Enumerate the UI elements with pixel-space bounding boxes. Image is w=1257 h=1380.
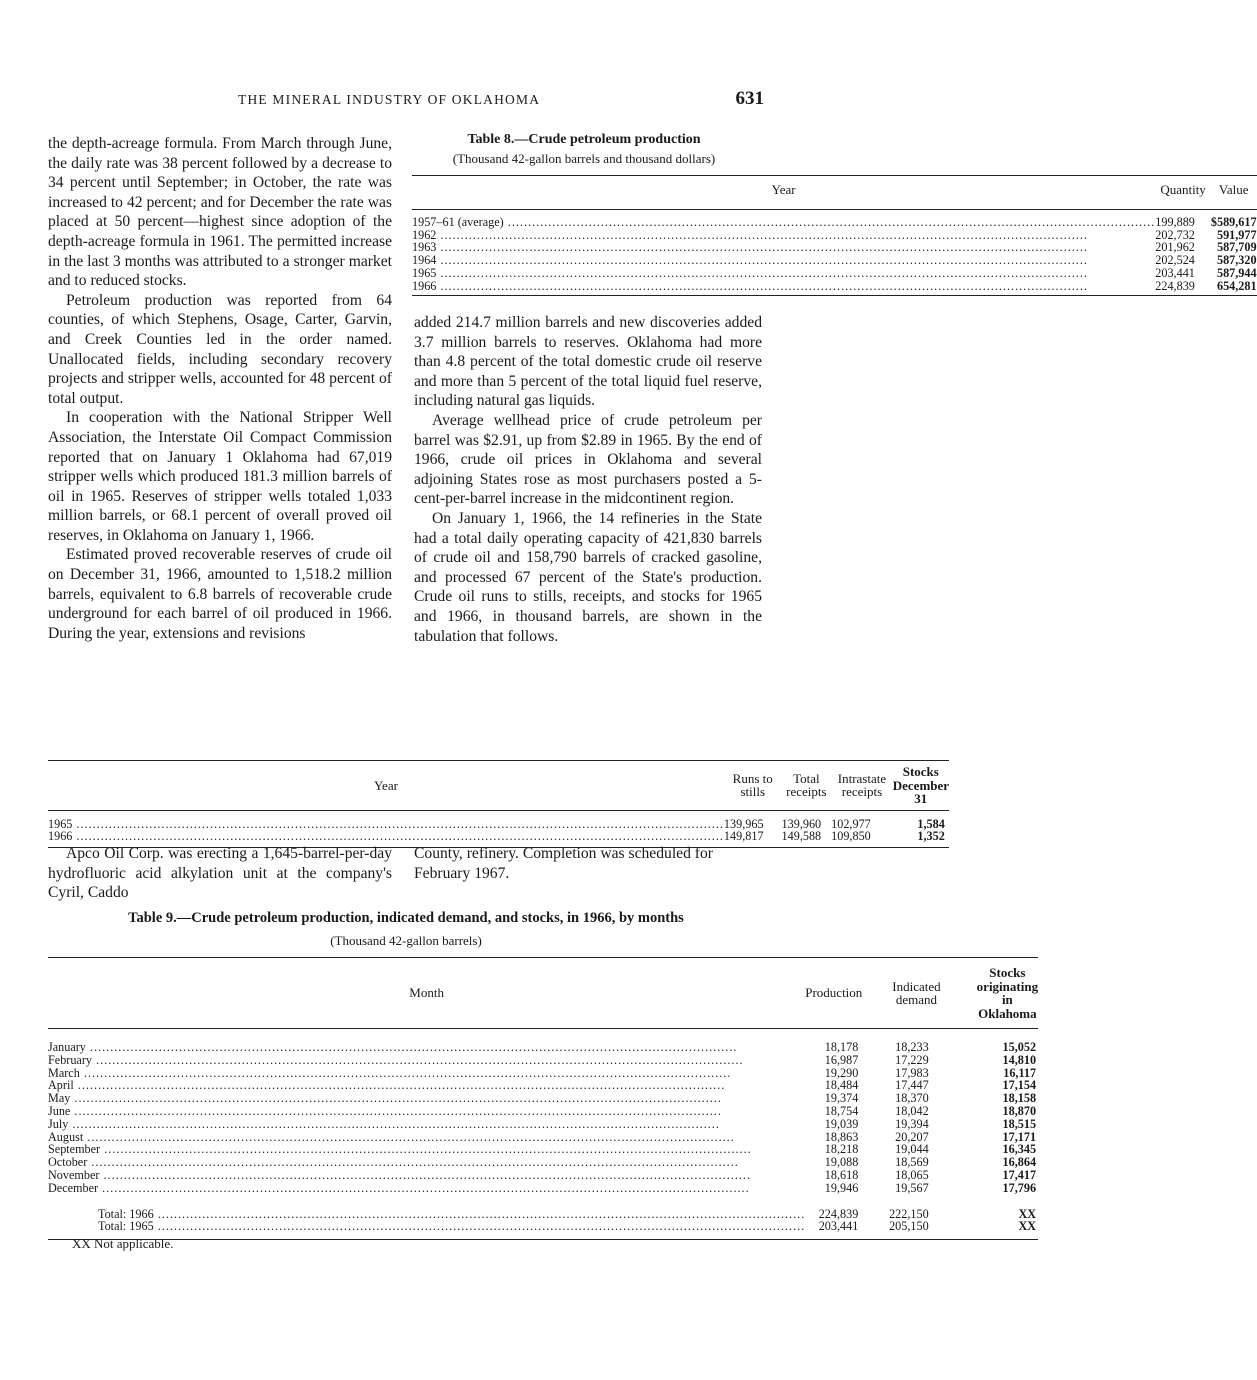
demand-cell: 18,569 xyxy=(895,1155,929,1170)
month-cell: June ..... xyxy=(48,1105,805,1118)
column-header: Value xyxy=(1211,176,1257,210)
runs-table xyxy=(48,760,950,848)
stocks-cell: 16,345 xyxy=(1002,1142,1037,1157)
table-row xyxy=(48,1029,1038,1054)
quantity-cell: 202,524 xyxy=(1155,253,1195,268)
month-cell: July ..... xyxy=(48,1118,805,1131)
month-cell: February ..... xyxy=(48,1054,805,1067)
quantity-cell: 224,839 xyxy=(1155,278,1195,293)
month-cell: May ..... xyxy=(48,1092,805,1105)
year-cell: 1963 ..... xyxy=(412,241,1155,254)
table-8 xyxy=(412,132,1257,296)
left-column xyxy=(48,134,392,643)
demand-cell: 17,447 xyxy=(895,1078,929,1093)
column-header: Quantity xyxy=(1155,176,1211,210)
table-header-row xyxy=(48,761,949,811)
table-footnote: XX Not applicable. xyxy=(72,1236,174,1251)
month-cell: August ..... xyxy=(48,1131,805,1144)
month-cell: November ..... xyxy=(48,1169,805,1182)
production-cell: 19,290 xyxy=(824,1065,859,1080)
column-header: Year xyxy=(48,761,724,811)
stocks-cell: 17,171 xyxy=(1002,1129,1037,1144)
paragraph: Estimated proved recoverable reserves of crude oil on December 31, 1966, amounted to 1,518.2 million barrels, equivalent to 6.8 barrels of recoverable crude underground for each barrel of oil produced in 1966. During the year, extensions and revisions xyxy=(48,546,392,642)
year-cell: 1964 ..... xyxy=(412,254,1155,267)
demand-cell: 18,370 xyxy=(895,1091,929,1106)
stocks-cell: 18,515 xyxy=(1002,1116,1037,1131)
month-cell: October ..... xyxy=(48,1156,805,1169)
year-cell: 1966 ..... xyxy=(48,830,724,847)
quantity-cell: 201,962 xyxy=(1155,240,1195,255)
stocks-cell: XX xyxy=(1018,1206,1037,1221)
production-cell: 203,441 xyxy=(818,1219,859,1234)
demand-cell: 18,065 xyxy=(895,1167,929,1182)
stocks-cell: 18,870 xyxy=(1002,1103,1037,1118)
paragraph: added 214.7 million barrels and new discoveries added 3.7 million barrels to reserves. Oklahoma had more than 4.8 percent of the total domestic crude oil reserve and more than 5 percent of the total liquid fuel reserve, including natural gas liquids. xyxy=(414,314,762,410)
demand-cell: 19,044 xyxy=(895,1142,929,1157)
demand-cell: 205,150 xyxy=(889,1219,929,1234)
column-header: Total receipts xyxy=(782,761,832,811)
quantity-cell: 199,889 xyxy=(1155,214,1195,229)
table-9 xyxy=(48,910,1039,1240)
total-row xyxy=(48,1220,1038,1239)
production-cell: 18,754 xyxy=(824,1103,859,1118)
production-cell: 19,039 xyxy=(824,1116,859,1131)
production-cell: 16,987 xyxy=(824,1052,859,1067)
runs-table-grid xyxy=(48,760,949,848)
table-header-row xyxy=(412,176,1257,210)
page-number: 631 xyxy=(735,88,764,109)
paragraph: In cooperation with the National Stripper Well Association, the Interstate Oil Compact Commission reported that on January 1 Oklahoma had 67,019 stripper wells which produced 181.3 million barrels of oil in 1965. Reserves of stripper wells totaled 1,033 million barrels, or 68.1 percent of overall proved oil reserves, in Oklahoma on January 1, 1966. xyxy=(48,409,392,544)
table-row xyxy=(48,1182,1038,1195)
running-title: THE MINERAL INDUSTRY OF OKLAHOMA xyxy=(238,92,541,107)
stocks-cell: 17,417 xyxy=(1002,1167,1037,1182)
paragraph: Apco Oil Corp. was erecting a 1,645-barrel-per-day hydrofluoric acid alkylation unit at the company's Cyril, Caddo xyxy=(48,845,392,902)
production-cell: 18,178 xyxy=(824,1040,859,1054)
production-cell: 18,484 xyxy=(824,1078,859,1093)
table-row xyxy=(48,1169,1038,1182)
stocks-cell: 17,796 xyxy=(1002,1180,1037,1195)
right-column xyxy=(414,313,762,646)
month-cell: December ..... xyxy=(48,1182,805,1195)
year-cell: 1962 ..... xyxy=(412,229,1155,242)
table-subtitle: (Thousand 42-gallon barrels) xyxy=(330,933,482,948)
demand-cell: 19,394 xyxy=(895,1116,929,1131)
left-column-bottom xyxy=(48,844,392,903)
total-label-cell: Total: 1966 ..... xyxy=(48,1195,805,1221)
runs-cell: 149,817 xyxy=(723,829,764,844)
value-cell: 587,320 xyxy=(1216,253,1257,268)
column-header: Year xyxy=(412,176,1155,210)
runs-cell: 139,965 xyxy=(723,816,764,831)
value-cell: 587,709 xyxy=(1216,240,1257,255)
production-cell: 224,839 xyxy=(818,1206,859,1221)
month-cell: January ..... xyxy=(48,1029,805,1054)
production-cell: 18,618 xyxy=(824,1167,859,1182)
column-header: Stocks originating in Oklahoma xyxy=(955,958,1038,1029)
stocks-cell: 16,864 xyxy=(1002,1155,1037,1170)
demand-cell: 17,229 xyxy=(895,1052,929,1067)
total-label-cell: Total: 1965 ..... xyxy=(48,1220,805,1239)
year-cell: 1965 ..... xyxy=(412,267,1155,280)
table-row xyxy=(412,267,1257,280)
table-row xyxy=(48,1105,1038,1118)
demand-cell: 19,567 xyxy=(895,1180,929,1195)
intrastate-cell: 109,850 xyxy=(831,829,871,844)
table-9-body xyxy=(48,1029,1038,1240)
column-header: Month xyxy=(48,958,805,1029)
table-row xyxy=(48,810,949,830)
paragraph: Average wellhead price of crude petroleum per barrel was $2.91, up from $2.89 in 1965. By the end of 1966, crude oil prices in Oklahoma and several adjoining States rose as most purchasers posted a 5-cent-per-barrel increase in the midcontinent region. xyxy=(414,411,762,508)
paragraph: On January 1, 1966, the 14 refineries in the State had a total daily operating capacity of 421,830 barrels of crude oil and 158,790 barrels of cracked gasoline, and processed 67 percent of the State's production. Crude oil runs to stills, receipts, and stocks for 1965 and 1966, in thousand barrels, are shown in the tabulation that follows. xyxy=(414,509,762,645)
stocks-cell: 14,810 xyxy=(1002,1052,1037,1067)
table-subtitle: (Thousand 42-gallon barrels and thousand dollars) xyxy=(452,151,716,166)
stocks-cell: 15,052 xyxy=(1002,1040,1037,1054)
column-header: Intrastate receipts xyxy=(831,761,893,811)
table-header-row xyxy=(48,958,1038,1029)
demand-cell: 18,042 xyxy=(895,1103,929,1118)
production-cell: 19,374 xyxy=(824,1091,859,1106)
stocks-cell: 16,117 xyxy=(1003,1065,1037,1080)
demand-cell: 18,233 xyxy=(895,1040,929,1054)
production-cell: 19,088 xyxy=(824,1155,859,1170)
stocks-cell: 18,158 xyxy=(1002,1091,1037,1106)
value-cell: 654,281 xyxy=(1216,278,1257,293)
total-row xyxy=(48,1195,1038,1221)
column-header: Production xyxy=(805,958,862,1029)
column-header: Runs to stills xyxy=(724,761,782,811)
right-column-bottom xyxy=(414,844,762,883)
table-8-grid xyxy=(412,175,1257,296)
table-title: Table 9.—Crude petroleum production, indicated demand, and stocks, in 1966, by months xyxy=(128,910,684,926)
paragraph: County, refinery. Completion was scheduled for February 1967. xyxy=(414,845,713,882)
production-cell: 18,863 xyxy=(824,1129,859,1144)
value-cell: 591,977 xyxy=(1216,227,1257,242)
table-9-grid xyxy=(48,957,1038,1240)
table-row xyxy=(48,1054,1038,1067)
month-cell: April ..... xyxy=(48,1079,805,1092)
paragraph: the depth-acreage formula. From March through June, the daily rate was 38 percent followed by a decrease to 34 percent until September; in October, the rate was increased to 42 percent; and for December the rate was placed at 50 percent—highest since adoption of the depth-acreage formula in 1961. The permitted increase in the last 3 months was attributed to a stronger market and to reduced stocks. xyxy=(48,135,392,290)
column-header: Indicated demand xyxy=(862,958,954,1029)
receipts-cell: 149,588 xyxy=(781,829,822,844)
year-cell: 1966 ..... xyxy=(412,280,1155,295)
production-cell: 19,946 xyxy=(824,1180,859,1195)
value-cell: $589,617 xyxy=(1210,214,1257,229)
receipts-cell: 139,960 xyxy=(781,816,822,831)
stocks-cell: 1,584 xyxy=(917,816,945,831)
table-row xyxy=(412,209,1257,228)
stocks-cell: XX xyxy=(1018,1219,1037,1234)
intrastate-cell: 102,977 xyxy=(831,816,871,831)
year-cell: 1965 ..... xyxy=(48,810,724,830)
production-cell: 18,218 xyxy=(824,1142,859,1157)
quantity-cell: 203,441 xyxy=(1155,265,1195,280)
demand-cell: 17,983 xyxy=(895,1065,929,1080)
year-cell: 1957–61 (average) ..... xyxy=(412,209,1155,228)
stocks-cell: 1,352 xyxy=(917,829,945,844)
column-header: Stocks December 31 xyxy=(893,761,949,811)
demand-cell: 20,207 xyxy=(895,1129,929,1144)
table-row xyxy=(48,1118,1038,1131)
table-title: Table 8.—Crude petroleum production xyxy=(467,132,701,147)
stocks-cell: 17,154 xyxy=(1002,1078,1037,1093)
paragraph: Petroleum production was reported from 64 counties, of which Stephens, Osage, Carter, Garvin, and Creek Counties led in the order named. Unallocated fields, including secondary recovery projects and stripper wells, accounted for 48 percent of total output. xyxy=(48,291,392,407)
month-cell: March ..... xyxy=(48,1067,805,1080)
value-cell: 587,944 xyxy=(1216,265,1257,280)
month-cell: September ..... xyxy=(48,1143,805,1156)
running-head xyxy=(48,88,764,112)
table-row xyxy=(412,280,1257,295)
quantity-cell: 202,732 xyxy=(1155,227,1195,242)
demand-cell: 222,150 xyxy=(889,1206,929,1221)
